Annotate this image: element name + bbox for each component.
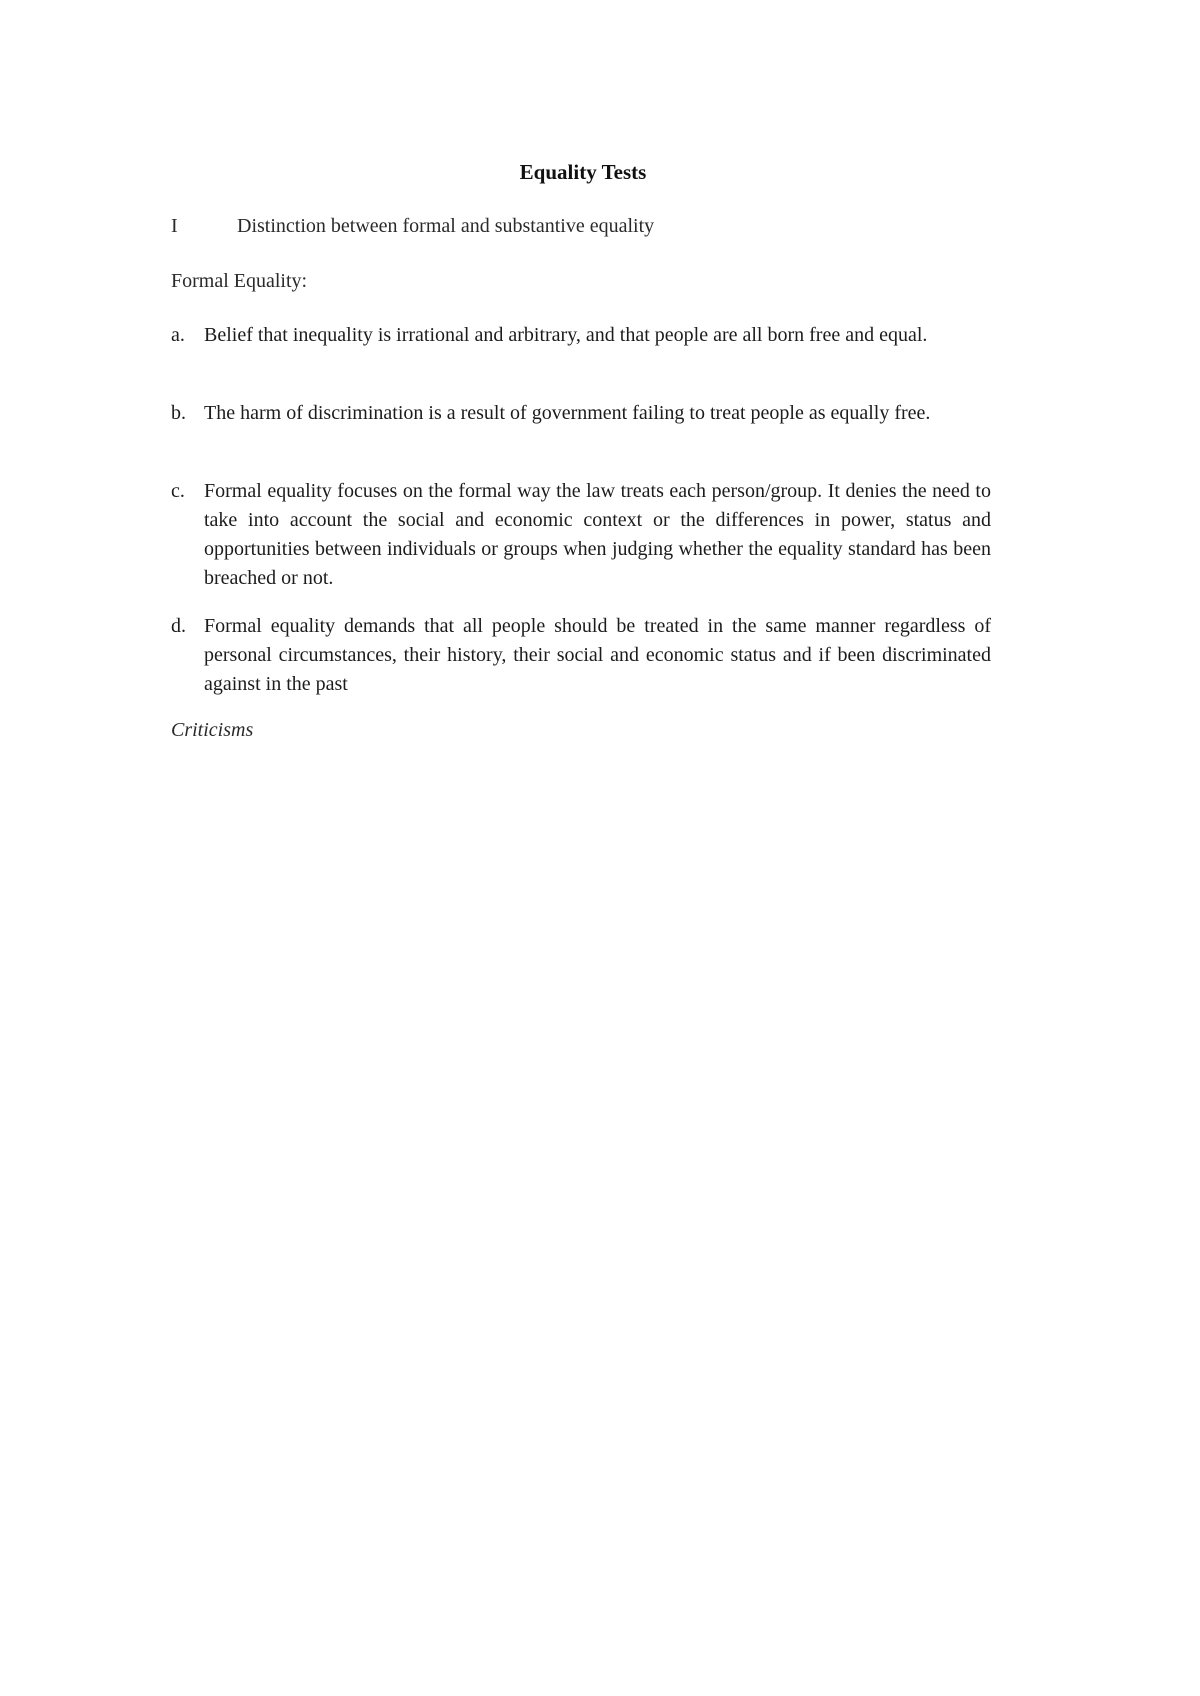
list-item (171, 477, 991, 593)
list-item (171, 612, 991, 699)
section-number: I (171, 215, 178, 237)
list-item-marker: a. (171, 324, 185, 346)
section-title: Distinction between formal and substantive equality (237, 215, 655, 237)
list-item-text: Belief that inequality is irrational and arbitrary, and that people are all born free and equal. (204, 324, 928, 346)
list-item-marker: c. (171, 480, 185, 502)
list-item-text: Formal equality focuses on the formal way the law treats each person/group. It denies the need to take into account the social and economic context or the differences in power, status and opportunities between individuals or groups when judging whether the equality standard has been breached or not. (204, 480, 991, 589)
list-item-text: Formal equality demands that all people should be treated in the same manner regardless of personal circumstances, their history, their social and economic status and if been discriminated against in the past (204, 615, 991, 695)
criticisms-heading: Criticisms (171, 719, 254, 741)
list-item-text: The harm of discrimination is a result of government failing to treat people as equally free. (204, 402, 931, 424)
formal-equality-subheading: Formal Equality: (171, 270, 308, 292)
list-item (171, 321, 991, 350)
list-item-marker: d. (171, 615, 186, 637)
list-item-marker: b. (171, 402, 186, 424)
section-heading (171, 212, 654, 240)
list-item (171, 399, 991, 428)
document-title: Equality Tests (519, 160, 647, 184)
